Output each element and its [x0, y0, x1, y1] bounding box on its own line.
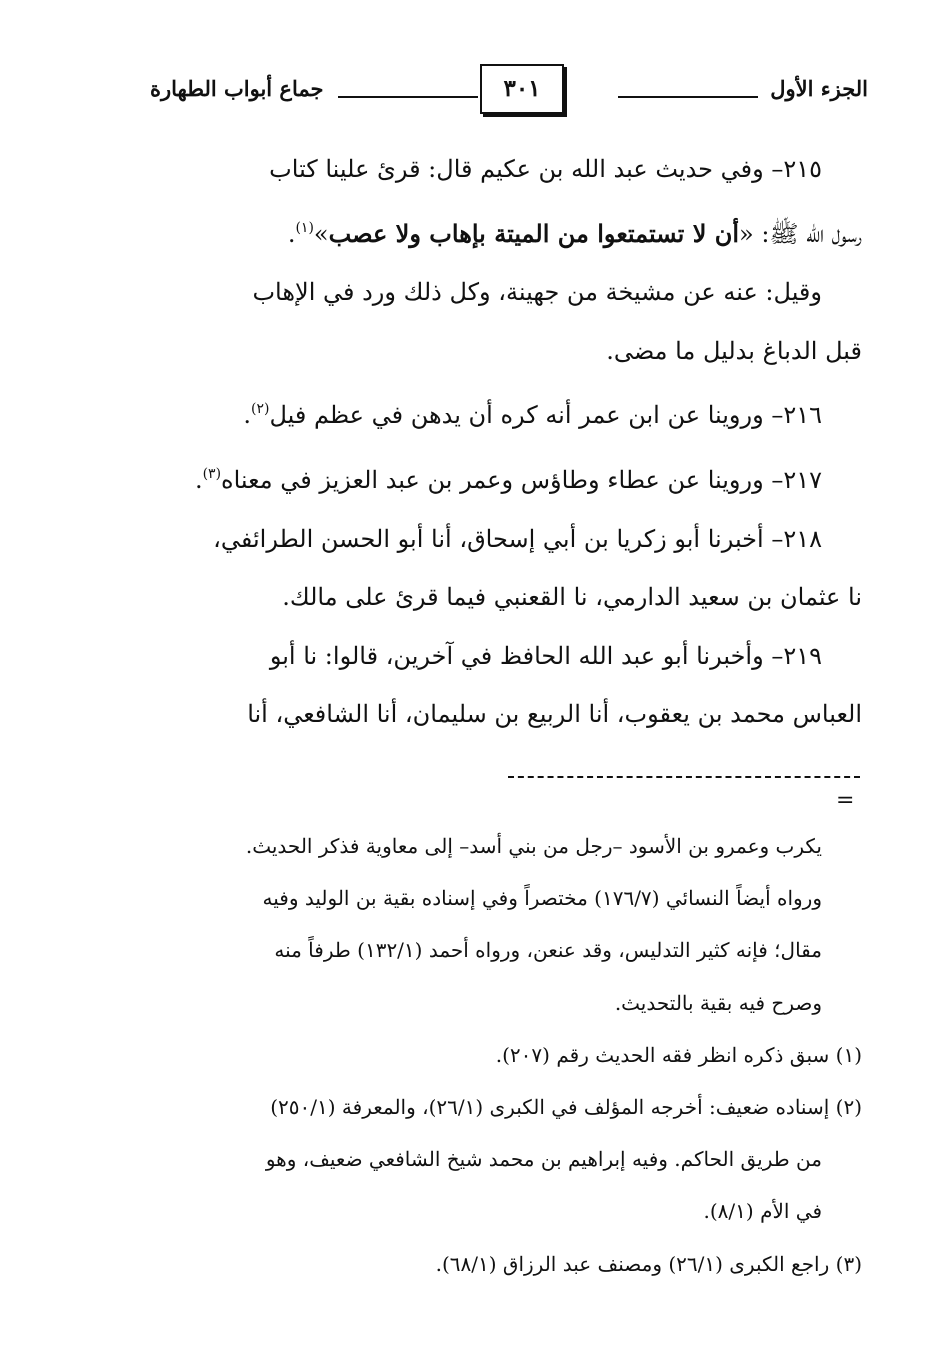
paragraph-219-line-1: ٢١٩– وأخبرنا أبو عبد الله الحافظ في آخرين، قالوا: نا أبو	[269, 641, 822, 670]
text-run: ٢١٧– وروينا عن عطاء وطاؤس وعمر بن عبد العزيز في معناه	[221, 465, 822, 494]
text-run: رسول الله ﷺ: «	[739, 219, 862, 248]
header-rule-right	[618, 96, 758, 98]
footnote-continuation-mark: =	[836, 788, 855, 813]
text-run: ٢١٦– وروينا عن ابن عمر أنه كره أن يدهن في عظم فيل	[269, 401, 822, 430]
volume-title: الجزء الأول	[770, 76, 868, 101]
footnote-ref-3: (٣)	[202, 465, 222, 482]
paragraph-219-line-2: العباس محمد بن يعقوب، أنا الربيع بن سليمان، أنا الشافعي، أنا	[247, 700, 862, 729]
paragraph-217	[150, 445, 862, 510]
paragraph-215-line-2	[150, 199, 862, 264]
footnote-2-line-1: (٢) إسناده ضعيف: أخرجه المؤلف في الكبرى (٢٦/١)، والمعرفة (٢٥٠/١)	[270, 1095, 862, 1120]
footnote-3: (٣) راجع الكبرى (٢٦/١) ومصنف عبد الرزاق (٦٨/١).	[435, 1251, 862, 1276]
text-run: »	[313, 219, 329, 248]
header-rule-left	[338, 96, 478, 98]
paragraph-qila-line-2: قبل الدباغ بدليل ما مضى.	[606, 336, 862, 365]
paragraph-218-line-1: ٢١٨– أخبرنا أبو زكريا بن أبي إسحاق، أنا أبو الحسن الطرائفي،	[213, 524, 822, 553]
text-run: .	[194, 465, 203, 494]
page-header	[150, 62, 868, 122]
footnote-ref-2: (٢)	[250, 401, 270, 418]
page-number-box: ٣٠١	[480, 64, 564, 114]
footnote-separator	[508, 776, 860, 778]
text-run: .	[243, 401, 251, 430]
footnote-ref-1: (١)	[295, 219, 314, 236]
main-text	[150, 140, 862, 744]
paragraph-216	[150, 380, 862, 445]
footnote-2-line-2: من طريق الحاكم. وفيه إبراهيم بن محمد شيخ الشافعي ضعيف، وهو	[265, 1147, 822, 1172]
footnote-continuation-line-3: مقال؛ فإنه كثير التدليس، وقد عنعن، ورواه أحمد (١٣٢/١) طرفاً منه	[274, 938, 822, 963]
footnote-continuation-line-4: وصرح فيه بقية بالتحديث.	[614, 990, 822, 1015]
paragraph-218-line-2: نا عثمان بن سعيد الدارمي، نا القعنبي فيما قرئ على مالك.	[282, 583, 862, 612]
footnote-continuation-line-2: ورواه أيضاً النسائي (١٧٦/٧) مختصراً وفي إسناده بقية بن الوليد وفيه	[262, 886, 822, 911]
footnotes	[150, 820, 862, 1290]
paragraph-215-line-1: ٢١٥– وفي حديث عبد الله بن عكيم قال: قرئ علينا كتاب	[269, 155, 822, 183]
hadith-quote: أن لا تستمتعوا من الميتة بإهاب ولا عصب	[328, 218, 740, 248]
footnote-2-line-3: في الأم (٨/١).	[703, 1199, 822, 1224]
text-run: .	[287, 219, 296, 248]
paragraph-qila-line-1: وقيل: عنه عن مشيخة من جهينة، وكل ذلك ورد في الإهاب	[252, 278, 822, 307]
chapter-title: جماع أبواب الطهارة	[150, 76, 324, 101]
footnote-continuation-line-1: يكرب وعمرو بن الأسود –رجل من بني أسد– إلى معاوية فذكر الحديث.	[245, 834, 822, 858]
footnote-1: (١) سبق ذكره انظر فقه الحديث رقم (٢٠٧).	[495, 1042, 862, 1067]
